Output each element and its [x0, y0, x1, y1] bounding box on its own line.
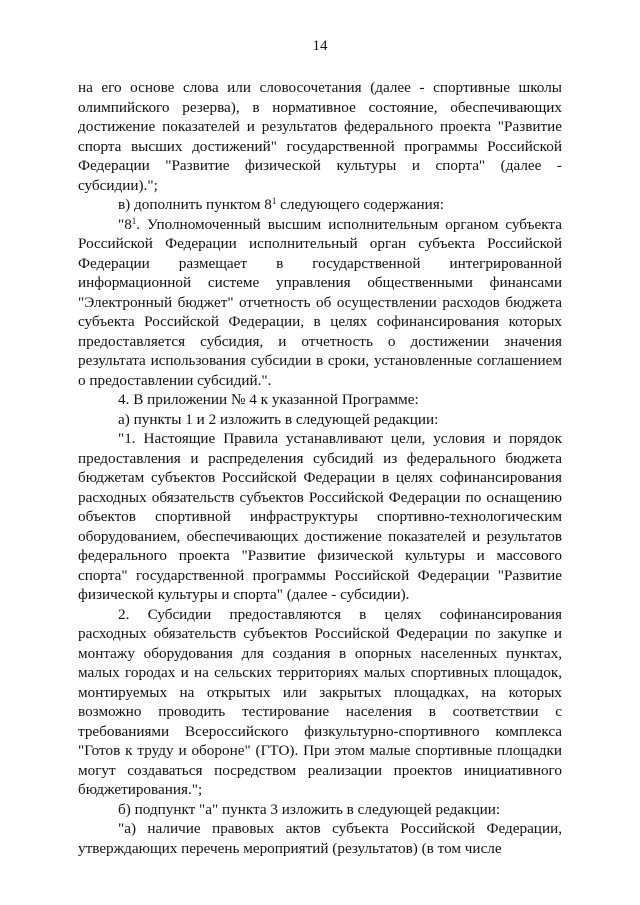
paragraph-item-b: б) подпункт "а" пункта 3 изложить в следующей редакции: — [118, 800, 501, 818]
paragraph-text: в) дополнить пунктом 8 — [118, 196, 272, 213]
page-number: 14 — [312, 38, 328, 54]
paragraph-rule-2: 2. Субсидии предоставляются в целях софинансирования расходных обязательств субъектов Российской Федерации по закупке и монтажу оборудования для создания в опорных населенных пунктах, малых городах и на сельских территориях малых спортивных площадок, монтируемых на открытых или закрытых площадках, на которых возможно проводить тестирование населения в соответствии с требованиями Всероссийского физкультурно-спортивного комплекса "Готов к труду и обороне" (ГТО). При этом малые спортивные площадки могут создаваться посредством реализации проектов инициативного бюджетирования."; — [78, 605, 562, 798]
paragraph-text-tail: следующего содержания: — [276, 196, 444, 213]
paragraph-text: "8 — [118, 215, 132, 233]
paragraph-appendix-4: 4. В приложении № 4 к указанной Программе: — [118, 391, 419, 408]
superscript: 1 — [131, 215, 137, 226]
paragraph-item-a: а) пункты 1 и 2 изложить в следующей редакции: — [118, 410, 439, 428]
paragraph-text-tail: . Уполномоченный высшим исполнительным органом субъекта Российской Федерации исполнительный орган субъекта Российской Федерации размещает в государственной интегрированной информационной системе управления общественными финансами "Электронный бюджет" отчетность об осуществлении расходов бюджета субъекта Российской Федерации, в целях софинансирования которых предоставляется субсидия, и отчетность о достижении значения результата использования субсидии в сроки, установленные соглашением о предоставлении субсидий.". — [78, 215, 562, 389]
document-body — [78, 78, 562, 858]
paragraph-rule-1: "1. Настоящие Правила устанавливают цели, условия и порядок предоставления и распределения субсидий из федерального бюджета бюджетам субъектов Российской Федерации в целях софинансирования расходных обязательств субъектов Российской Федерации по оснащению объектов спортивной инфраструктуры спортивно-технологическим оборудованием, обеспечивающих достижение показателей и результатов федерального проекта "Развитие физической культуры и массового спорта" государственной программы Российской Федерации "Развитие физической культуры и спорта" (далее - субсидии). — [78, 430, 562, 603]
paragraph-item-v — [78, 195, 562, 215]
paragraph-continuation: на его основе слова или словосочетания (далее - спортивные школы олимпийского резерва), в нормативное состояние, обеспечивающих достижение показателей и результатов федерального проекта "Развитие спорта высших достижений" государственной программы Российской Федерации "Развитие физической культуры и спорта" (далее - субсидии)."; — [78, 79, 562, 194]
paragraph-point-8-1 — [78, 215, 562, 391]
paragraph-subitem-a: "а) наличие правовых актов субъекта Российской Федерации, утверждающих перечень мероприятий (результатов) (в том числе — [78, 820, 562, 857]
superscript: 1 — [271, 196, 277, 206]
